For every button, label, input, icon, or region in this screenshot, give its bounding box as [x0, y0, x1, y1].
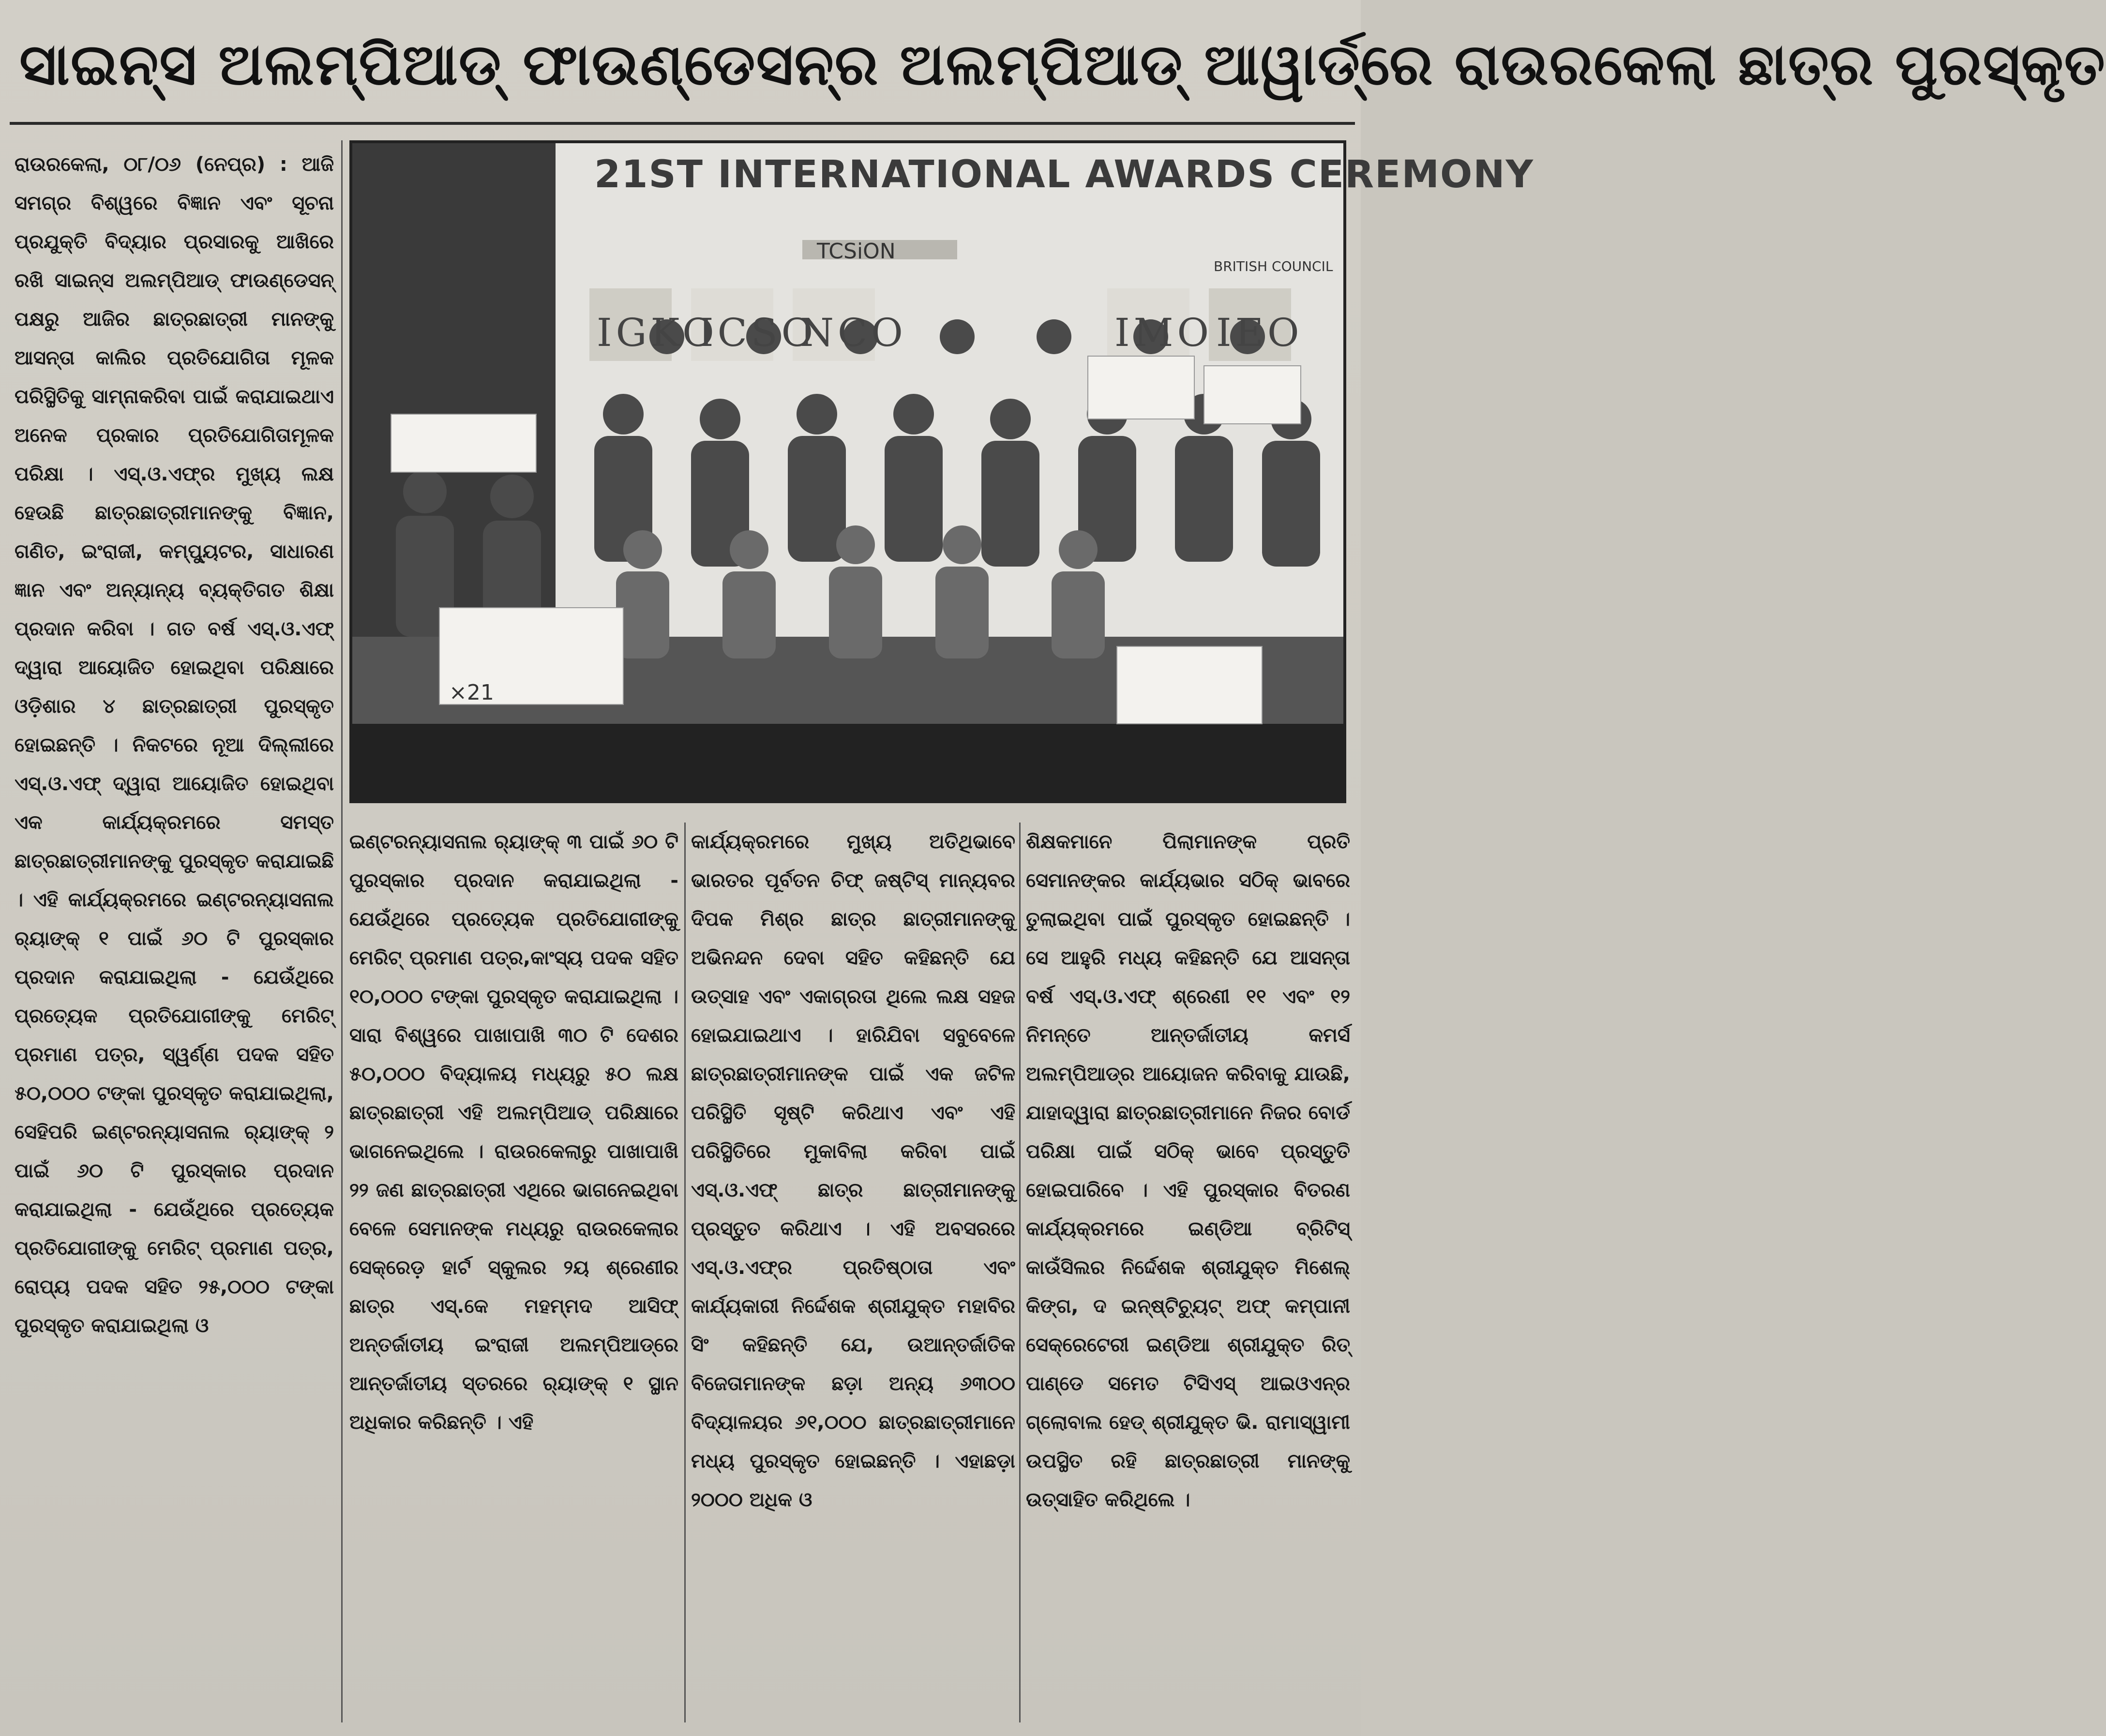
article-column-4: ଶିକ୍ଷକମାନେ ପିଲାମାନଙ୍କ ପ୍ରତି ସେମାନଙ୍କର କାର୍ଯ୍ୟଭାର ସଠିକ୍ ଭାବରେ ତୁଲାଇଥିବା ପାଇଁ ପୁରସ୍କୃତ ହୋଇଛନ୍ତି । ସେ ଆହୁରି ମଧ୍ୟ କହିଛନ୍ତି ଯେ ଆସନ୍ତା ବର୍ଷ ଏସ୍.ଓ.ଏଫ୍ ଶ୍ରେଣୀ ୧୧ ଏବଂ ୧୨ ନିମନ୍ତେ ଆନ୍ତର୍ଜାତୀୟ କମର୍ସ ଅଲମ୍ପିଆଡ୍‌ର ଆୟୋଜନ କରିବାକୁ ଯାଉଛି, ଯାହାଦ୍ୱାରା ଛାତ୍ରଛାତ୍ରୀମାନେ ନିଜର ବୋର୍ଡ ପରିକ୍ଷା ପାଇଁ ସଠିକ୍ ଭାବେ ପ୍ରସ୍ତୁତି ହୋଇପାରିବେ । ଏହି ପୁରସ୍କାର ବିତରଣ କାର୍ଯ୍ୟକ୍ରମରେ ଇଣ୍ଡିଆ ବ୍ରିଟିସ୍ କାଉଁସିଲର ନିର୍ଦ୍ଦେଶକ ଶ୍ରୀଯୁକ୍ତ ମିଶେଲ୍ କିଙ୍ଗ, ଦ ଇନ୍ଷ୍ଟିଚ୍ୟୁଟ୍ ଅଫ୍ କମ୍ପାନୀ ସେକ୍ରେଟେରୀ ଇଣ୍ଡିଆ ଶ୍ରୀଯୁକ୍ତ ରିତ୍ ପାଣ୍ଡେ ସମେତ ଟିସିଏସ୍ ଆଇଓଏନ୍‌ର ଗ୍ଲୋବାଲ ହେଡ୍ ଶ୍ରୀଯୁକ୍ତ ଭି. ରାମାସ୍ୱାମୀ ଉପସ୍ଥିତ ରହି ଛାତ୍ରଛାତ୍ରୀ ମାନଙ୍କୁ ଉତ୍ସାହିତ କରିଥିଲେ । [1026, 831, 1350, 1511]
column-divider [341, 140, 343, 1722]
article-column-1: ରାଉରକେଲା, ୦୮/୦୬ (ନେପ୍ର) : ଆଜି ସମଗ୍ର ବିଶ୍ୱରେ ବିଜ୍ଞାନ ଏବଂ ସୂଚନା ପ୍ରଯୁକ୍ତି ବିଦ୍ୟାର ପ୍ରସାରକୁ ଆଖିରେ ରଖି ସାଇନ୍ସ ଅଲମ୍ପିଆଡ୍ ଫାଉଣ୍ଡେସନ୍ ପକ୍ଷରୁ ଆଜିର ଛାତ୍ରଛାତ୍ରୀ ମାନଙ୍କୁ ଆସନ୍ତା କାଲିର ପ୍ରତିଯୋଗିତା ମୂଳକ ପରିସ୍ଥିତିକୁ ସାମ୍ନାକରିବା ପାଇଁ କରାଯାଇଥାଏ ଅନେକ ପ୍ରକାର ପ୍ରତିଯୋଗିତାମୂଳକ ପରିକ୍ଷା । ଏସ୍.ଓ.ଏଫ୍‌ର ମୁଖ୍ୟ ଲକ୍ଷ ହେଉଛି ଛାତ୍ରଛାତ୍ରୀମାନଙ୍କୁ ବିଜ୍ଞାନ, ଗଣିତ, ଇଂରାଜୀ, କମ୍ପ୍ୟୁଟର, ସାଧାରଣ ଜ୍ଞାନ ଏବଂ ଅନ୍ୟାନ୍ୟ ବ୍ୟକ୍ତିଗତ ଶିକ୍ଷା ପ୍ରଦାନ କରିବା । ଗତ ବର୍ଷ ଏସ୍.ଓ.ଏଫ୍ ଦ୍ୱାରା ଆୟୋଜିତ ହୋଇଥିବା ପରିକ୍ଷାରେ ଓଡ଼ିଶାର ୪ ଛାତ୍ରଛାତ୍ରୀ ପୁରସ୍କୃତ ହୋଇଛନ୍ତି । ନିକଟରେ ନୂଆ ଦିଲ୍ଲୀରେ ଏସ୍.ଓ.ଏଫ୍ ଦ୍ୱାରା ଆୟୋଜିତ ହୋଇଥିବା ଏକ କାର୍ଯ୍ୟକ୍ରମରେ ସମସ୍ତ ଛାତ୍ରଛାତ୍ରୀମାନଙ୍କୁ ପୁରସ୍କୃତ କରାଯାଇଛି । ଏହି କାର୍ଯ୍ୟକ୍ରମରେ ଇଣ୍ଟରନ୍ୟାସନାଲ ର୍‍ୟାଙ୍କ୍ ୧ ପାଇଁ ୬୦ ଟି ପୁରସ୍କାର ପ୍ରଦାନ କରାଯାଇଥିଲା - ଯେଉଁଥିରେ ପ୍ରତ୍ୟେକ ପ୍ରତିଯୋଗୀଙ୍କୁ ମେରିଟ୍ ପ୍ରମାଣ ପତ୍ର, ସ୍ୱର୍ଣ୍ଣ ପଦକ ସହିତ ୫୦,୦୦୦ ଟଙ୍କା ପୁରସ୍କୃତ କରାଯାଇଥିଲା, ସେହିପରି ଇଣ୍ଟରନ୍ୟାସନାଲ ର୍‍ୟାଙ୍କ୍ ୨ ପାଇଁ ୬୦ ଟି ପୁରସ୍କାର ପ୍ରଦାନ କରାଯାଇଥିଲା - ଯେଉଁଥିରେ ପ୍ରତ୍ୟେକ ପ୍ରତିଯୋଗୀଙ୍କୁ ମେରିଟ୍ ପ୍ରମାଣ ପତ୍ର, ରୋପ୍ୟ ପଦକ ସହିତ ୨୫,୦୦୦ ଟଙ୍କା ପୁରସ୍କୃତ କରାଯାଇଥିଲା ଓ [15, 153, 334, 1337]
article-column-2: ଇଣ୍ଟରନ୍ୟାସନାଲ ର୍‍ୟାଙ୍କ୍ ୩ ପାଇଁ ୬୦ ଟି ପୁରସ୍କାର ପ୍ରଦାନ କରାଯାଇଥିଲା - ଯେଉଁଥିରେ ପ୍ରତ୍ୟେକ ପ୍ରତିଯୋଗୀଙ୍କୁ ମେରିଟ୍ ପ୍ରମାଣ ପତ୍ର,କାଂସ୍ୟ ପଦକ ସହିତ ୧୦,୦୦୦ ଟଙ୍କା ପୁରସ୍କୃତ କରାଯାଇଥିଲା । ସାରା ବିଶ୍ୱରେ ପାଖାପାଖି ୩୦ ଟି ଦେଶର ୫୦,୦୦୦ ବିଦ୍ୟାଳୟ ମଧ୍ୟରୁ ୫୦ ଲକ୍ଷ ଛାତ୍ରଛାତ୍ରୀ ଏହି ଅଲମ୍ପିଆଡ୍ ପରିକ୍ଷାରେ ଭାଗନେଇଥିଲେ । ରାଉରକେଲାରୁ ପାଖାପାଖି ୨୨ ଜଣ ଛାତ୍ରଛାତ୍ରୀ ଏଥିରେ ଭାଗନେଇଥିବା ବେଳେ ସେମାନଙ୍କ ମଧ୍ୟରୁ ରାଉରକେଲାର ସେକ୍ରେଡ଼ ହାର୍ଟ ସ୍କୁଲର ୨ୟ ଶ୍ରେଣୀର ଛାତ୍ର ଏସ୍.କେ ମହମ୍ମଦ ଆସିଫ୍ ଅନ୍ତର୍ଜାତୀୟ ଇଂରାଜୀ ଅଲମ୍ପିଆଡ୍‌ରେ ଆନ୍ତର୍ଜାତୀୟ ସ୍ତରରେ ର୍‍ୟାଙ୍କ୍ ୧ ସ୍ଥାନ ଅଧିକାର କରିଛନ୍ତି । ଏହି [349, 831, 678, 1434]
article-column-3: କାର୍ଯ୍ୟକ୍ରମରେ ମୁଖ୍ୟ ଅତିଥିଭାବେ ଭାରତର ପୂର୍ବତନ ଚିଫ୍ ଜଷ୍ଟିସ୍ ମାନ୍ୟବର ଦିପକ ମିଶ୍ର ଛାତ୍ର ଛାତ୍ରୀମାନଙ୍କୁ ଅଭିନନ୍ଦନ ଦେବା ସହିତ କହିଛନ୍ତି ଯେ ଉତ୍ସାହ ଏବଂ ଏକାଗ୍ରତା ଥିଲେ ଲକ୍ଷ ସହଜ ହୋଇଯାଇଥାଏ । ହାରିଯିବା ସବୁବେଳେ ଛାତ୍ରଛାତ୍ରୀମାନଙ୍କ ପାଇଁ ଏକ ଜଟିଳ ପରିସ୍ଥିତି ସୃଷ୍ଟି କରିଥାଏ ଏବଂ ଏହି ପରିସ୍ଥିତିରେ ମୁକାବିଲା କରିବା ପାଇଁ ଏସ୍.ଓ.ଏଫ୍ ଛାତ୍ର ଛାତ୍ରୀମାନଙ୍କୁ ପ୍ରସ୍ତୁତ କରିଥାଏ । ଏହି ଅବସରରେ ଏସ୍.ଓ.ଏଫ୍‌ର ପ୍ରତିଷ୍ଠାତା ଏବଂ କାର୍ଯ୍ୟକାରୀ ନିର୍ଦ୍ଦେଶକ ଶ୍ରୀଯୁକ୍ତ ମହାବିର ସିଂ କହିଛନ୍ତି ଯେ, ଉଆନ୍ତର୍ଜାତିକ ବିଜେତାମାନଙ୍କ ଛଡ଼ା ଅନ୍ୟ ୬୩୦୦ ବିଦ୍ୟାଳୟର ୬୧,୦୦୦ ଛାତ୍ରଛାତ୍ରୀମାନେ ମଧ୍ୟ ପୁରସ୍କୃତ ହୋଇଛନ୍ତି । ଏହାଛଡ଼ା ୨୦୦୦ ଅଧିକ ଓ [691, 831, 1015, 1511]
column-divider [1019, 823, 1021, 1722]
certificate-label: ×21 [449, 680, 494, 705]
sponsor-logo: BRITISH COUNCIL [1214, 258, 1333, 274]
banner-title: 21ST INTERNATIONAL AWARDS CEREMONY [594, 153, 1534, 196]
olympiad-logo: IGKO [597, 310, 718, 355]
olympiad-logo: IMO [1114, 310, 1213, 355]
headline: ସାଇନ୍ସ ଅଲମ୍ପିଆଡ୍ ଫାଉଣ୍ଡେସନ୍‌ର ଅଲମ୍ପିଆଡ୍ ଆୱାର୍ଡ୍‌ରେ ରାଉରକେଲା ଛାତ୍ର ପୁରସ୍କୃତ [19, 31, 2106, 98]
column-divider [684, 823, 686, 1722]
olympiad-logo: IEO [1216, 310, 1303, 355]
headline-rule [10, 122, 1355, 125]
olympiad-logo: NCO [800, 310, 907, 355]
olympiad-logo: ICSO [698, 310, 817, 355]
news-photo [349, 140, 1534, 803]
banner-tagline: TCSiON [817, 239, 896, 264]
